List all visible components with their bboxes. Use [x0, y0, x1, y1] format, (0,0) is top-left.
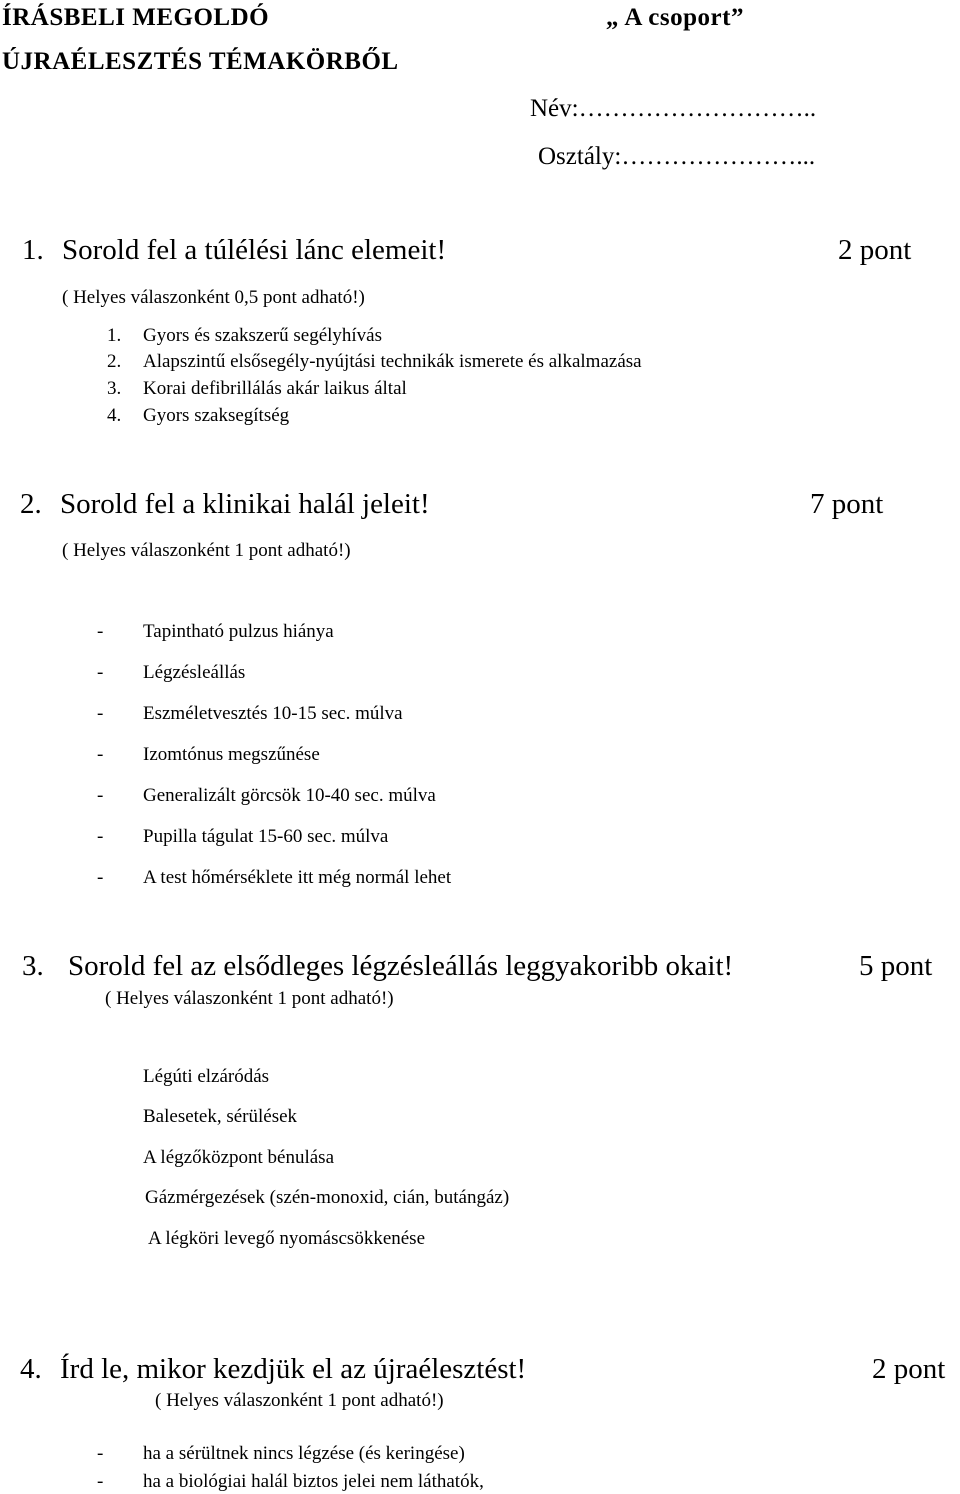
question-1-hint: ( Helyes válaszonként 0,5 pont adható!): [62, 287, 365, 308]
list-marker: -: [97, 826, 104, 847]
question-1-answer-1: [107, 325, 382, 347]
question-2-answer-6: [97, 826, 388, 848]
question-1-answer-2: [107, 351, 642, 373]
question-4-hint: ( Helyes válaszonként 1 pont adható!): [155, 1390, 444, 1411]
question-4-points: 2 pont: [872, 1353, 946, 1385]
answer-text: Izomtónus megszűnése: [143, 744, 320, 765]
list-marker: -: [97, 703, 104, 724]
question-3-number: 3.: [22, 950, 44, 982]
question-3-answer-1: Légúti elzáródás: [143, 1066, 270, 1087]
answer-text: Eszméletvesztés 10-15 sec. múlva: [143, 703, 403, 724]
answer-text: Pupilla tágulat 15-60 sec. múlva: [143, 826, 389, 847]
answer-text: Tapintható pulzus hiánya: [143, 621, 334, 642]
question-4-text: Írd le, mikor kezdjük el az újraélesztést!: [60, 1353, 527, 1385]
answer-text: Gyors és szakszerű segélyhívás: [143, 325, 383, 346]
answer-text: ha a sérültnek nincs légzése (és keringése): [143, 1443, 465, 1464]
answer-text: Korai defibrillálás akár laikus által: [143, 378, 407, 399]
answer-text: Légzésleállás: [143, 662, 246, 683]
question-1-answer-3: [107, 378, 407, 400]
list-marker: -: [97, 662, 104, 683]
question-3-points: 5 pont: [859, 950, 933, 982]
group-label: „ A csoport”: [606, 4, 744, 31]
document-title-line1: ÍRÁSBELI MEGOLDÓ: [2, 4, 270, 31]
question-3-answer-4: Gázmérgezések (szén-monoxid, cián, butángáz): [145, 1187, 510, 1208]
question-2-answer-4: [97, 744, 320, 766]
class-field-label: Osztály:…………………...: [538, 143, 816, 170]
list-marker: -: [97, 1443, 104, 1464]
answer-text: ha a biológiai halál biztos jelei nem láthatók,: [143, 1471, 484, 1492]
list-marker: 4.: [107, 405, 122, 426]
name-field-label: Név:………………………..: [530, 95, 817, 122]
answer-text: Alapszintű elsősegély-nyújtási technikák ismerete és alkalmazása: [143, 351, 642, 372]
question-2-hint: ( Helyes válaszonként 1 pont adható!): [62, 540, 351, 561]
list-marker: 3.: [107, 378, 122, 399]
list-marker: -: [97, 744, 104, 765]
list-marker: -: [97, 1471, 104, 1492]
question-2-answer-2: [97, 662, 245, 684]
question-2-answer-1: [97, 621, 334, 643]
question-1-answer-4: [107, 405, 289, 427]
question-2-points: 7 pont: [810, 488, 884, 520]
answer-text: A test hőmérséklete itt még normál lehet: [143, 867, 452, 888]
question-1-number: 1.: [22, 234, 44, 266]
answer-text: Gyors szaksegítség: [143, 405, 290, 426]
list-marker: -: [97, 867, 104, 888]
list-marker: -: [97, 621, 104, 642]
question-2-answer-5: [97, 785, 436, 807]
question-2-answer-7: [97, 867, 451, 889]
list-marker: 2.: [107, 351, 122, 372]
question-3-text: Sorold fel az elsődleges légzésleállás leggyakoribb okait!: [68, 950, 734, 982]
list-marker: 1.: [107, 325, 122, 346]
question-4-answer-1: [97, 1443, 465, 1465]
question-2-text: Sorold fel a klinikai halál jeleit!: [60, 488, 430, 520]
question-3-answer-5: A légköri levegő nyomáscsökkenése: [148, 1228, 426, 1249]
question-1-text: Sorold fel a túlélési lánc elemeit!: [62, 234, 447, 266]
question-2-number: 2.: [20, 488, 42, 520]
question-1-points: 2 pont: [838, 234, 912, 266]
question-3-answer-3: A légzőközpont bénulása: [143, 1147, 335, 1168]
list-marker: -: [97, 785, 104, 806]
document-title-line2: ÚJRAÉLESZTÉS TÉMAKÖRBŐL: [2, 48, 399, 75]
question-3-hint: ( Helyes válaszonként 1 pont adható!): [105, 988, 394, 1009]
question-3-answer-2: Balesetek, sérülések: [143, 1106, 298, 1127]
question-2-answer-3: [97, 703, 403, 725]
question-4-number: 4.: [20, 1353, 42, 1385]
answer-text: Generalizált görcsök 10-40 sec. múlva: [143, 785, 436, 806]
question-4-answer-2: [97, 1471, 484, 1493]
